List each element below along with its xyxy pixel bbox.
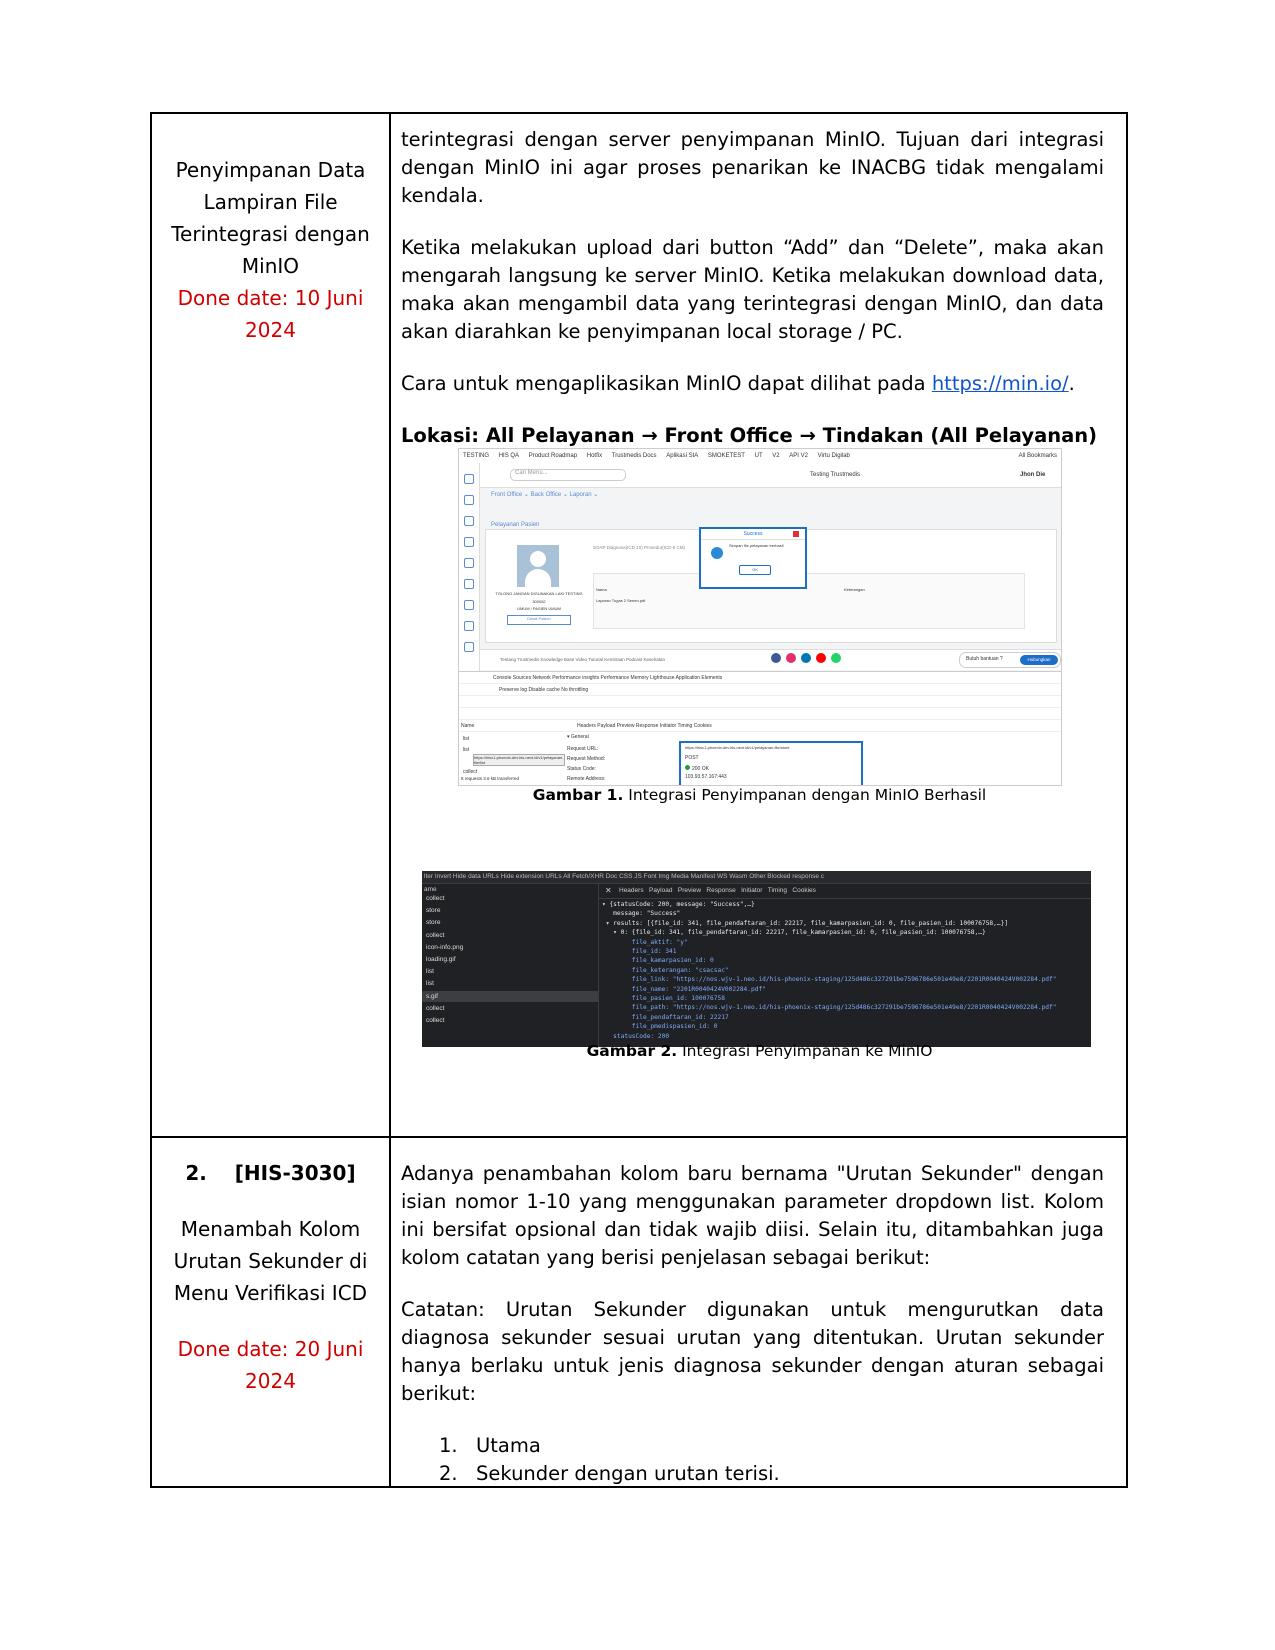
request-item: collect [463, 769, 478, 775]
menu-icon [464, 642, 474, 652]
figure-2-label: Gambar 2. [586, 1042, 678, 1060]
remote-address: 103.93.57.167:443 [685, 774, 727, 780]
request-file-item: collect [426, 895, 445, 902]
request-file-item: collect [426, 1017, 445, 1024]
row1-description [401, 126, 1104, 474]
bookmark-item: Hotfix [586, 453, 603, 459]
row2-done-date: Done date: 20 Juni [177, 1337, 364, 1361]
row2-paragraph-1: Adanya penambahan kolom baru bernama "Urutan Sekunder" dengan isian nomor 1-10 yang menggunakan parameter dropdown list. Kolom ini bersifat opsional dan tidak wajib diisi. Selain itu, ditambahkan juga kolom catatan yang berisi penjelasan sebagai berikut: [401, 1162, 1104, 1269]
row1-done-year: 2024 [245, 318, 296, 342]
dialog-title-text: Success [743, 531, 763, 537]
menu-icon [464, 537, 474, 547]
row1-done-date: Done date: 10 Juni [177, 286, 364, 310]
filter-options: Preserve log Disable cache No throttling [499, 687, 589, 693]
record-tabs: SOAP Diagnosa(ICD 10) Prosedur(ICD 9 CM) [593, 545, 685, 550]
figure-1-caption [391, 786, 1128, 804]
devtools-tabs: Console Sources Network Performance insights Performance Memory Lighthouse Application Elements [493, 675, 723, 681]
bookmarks-bar [459, 449, 1061, 464]
general-section: ▾ General [567, 734, 589, 740]
list-item [439, 1460, 1104, 1488]
help-button [1020, 655, 1058, 665]
json-line: file_id: 341 [602, 948, 677, 955]
user-name: Jhon Die [1020, 472, 1046, 478]
figure-1-text: Integrasi Penyimpanan dengan MinIO Berhasil [623, 786, 987, 804]
preview-tab-labels: Headers Payload Preview Response Initiator Timing Cookies [619, 887, 816, 894]
json-preview [602, 901, 1091, 1047]
json-line: file_aktif: "y" [602, 938, 688, 946]
requests-count: 8 requests 3.6 kB transferred [461, 776, 520, 781]
row1-title-line: Lampiran File [203, 190, 338, 214]
preview-tabs [599, 884, 1091, 899]
bookmark-item: V2 [772, 453, 780, 459]
row1-title-line: Penyimpanan Data [175, 158, 366, 182]
facebook-icon [771, 653, 781, 663]
json-line: file_pmedispasien_id: 0 [602, 1023, 718, 1031]
help-button-label: Hubungkan [1027, 657, 1051, 662]
request-file-item: loading.gif [426, 956, 456, 963]
json-line: file_kamarpasien_id: 0 [602, 957, 714, 965]
ticket-id [152, 1157, 389, 1189]
json-line: ▾ {statusCode: 200, message: "Success",…} [602, 901, 755, 908]
status-dot-icon [685, 765, 690, 770]
row2-done-year: 2024 [245, 1369, 296, 1393]
request-item: list [463, 747, 470, 753]
json-line: statusCode: 200 [602, 1032, 670, 1040]
json-line: ▾ results: [{file_id: 341, file_pendaftaran_id: 22217, file_kamarpasien_id: 0, file_pasien_id: 100076758,…}] [602, 919, 1009, 927]
keterangan-header: Keterangan [844, 587, 865, 592]
row1-paragraph-1: terintegrasi dengan server penyimpanan MinIO. Tujuan dari integrasi dengan MinIO ini agar proses penarikan ke INACBG tidak mengalami kendala. [401, 128, 1104, 207]
devtools-blocked-row [459, 708, 1061, 720]
minio-link[interactable]: https://min.io/ [931, 372, 1069, 395]
figure-2-caption [391, 1042, 1128, 1060]
footer-links: Tentang Trustmedis Knowledge Base Video Tutorial Kemitraan Podcast Kesehatan [500, 657, 666, 662]
row2-title-line: Menu Verifikasi ICD [173, 1281, 368, 1305]
list-number: 1. [439, 1434, 458, 1457]
request-file-item: icon-info.png [426, 943, 464, 951]
instagram-icon [786, 653, 796, 663]
app-sidebar [459, 463, 480, 671]
detail-tabs: Headers Payload Preview Response Initiator Timing Cookies [577, 723, 712, 729]
selected-row [422, 991, 598, 1002]
json-line: message: "Success" [602, 910, 681, 918]
row2-title-line: Menambah Kolom [180, 1217, 361, 1241]
close-icon: ✕ [605, 886, 612, 895]
app-menu: Front Office ⌄ Back Office ⌄ Laporan ⌄ [491, 492, 599, 498]
avatar [517, 545, 559, 587]
status-code-label: Status Code: [567, 766, 596, 772]
row2-description [401, 1160, 1104, 1488]
menu-icon [464, 621, 474, 631]
request-file-item: list [426, 980, 434, 988]
dialog-ok-button: OK [739, 565, 771, 575]
app-header [480, 463, 1061, 488]
panel-title: Pelayanan Pasien [491, 522, 540, 528]
app-title: Testing Trustmedis [810, 472, 861, 478]
success-dialog [699, 527, 807, 589]
figure-1-label: Gambar 1. [532, 786, 624, 804]
row-divider [152, 1136, 1126, 1138]
table-header: Nama [596, 587, 607, 592]
search-input: Cari Menu... [510, 469, 626, 481]
row1-p3-prefix: Cara untuk mengaplikasikan MinIO dapat dilihat pada [401, 372, 932, 395]
file-table [593, 573, 1025, 629]
request-method: POST [685, 755, 699, 761]
close-icon [793, 531, 799, 537]
menu-icon [464, 516, 474, 526]
whatsapp-icon [831, 653, 841, 663]
table-row: Laporan Tugas 2 Senen.pdf [596, 598, 646, 603]
json-line: file_link: "https://nos.wjv-1.neo.id/his-phoenix-staging/125d486c327291be7596786e501e49e8/2201R0040424V002284.pdf" [602, 976, 1057, 984]
bookmark-item: UT [754, 453, 763, 459]
help-widget [959, 652, 1061, 668]
json-line: file_keterangan: "csacsac" [602, 966, 729, 974]
row1-title-line: MinIO [241, 254, 300, 278]
row2-title [152, 1157, 389, 1397]
row2-code: [HIS-3030] [234, 1161, 356, 1185]
request-file-item: store [426, 919, 441, 927]
request-url-label: Request URL: [567, 746, 599, 752]
bookmark-item: Trustmedis Docs [611, 453, 657, 459]
bookmark-item: Aplikasi SIA [666, 453, 699, 459]
request-detail-highlight [679, 741, 863, 786]
row1-p3-suffix: . [1068, 372, 1075, 395]
bookmark-item: Virtu Digilab [817, 453, 850, 459]
figure-2-text: Integrasi Penyimpanan ke MinIO [677, 1042, 933, 1060]
filter-toolbar-text: lter Invert Hide data URLs Hide extension URLs All Fetch/XHR Doc CSS JS Font Img Media Manifest WS Wasm Other Blocked response c [424, 873, 825, 880]
bookmark-item: TESTING [463, 453, 490, 459]
detail-pasien-button: Detail Pasien [507, 615, 571, 625]
patient-name: TOLONG JANGAN DIGUNAKAN LAKI TESTING [495, 591, 583, 596]
bookmark-item: SMOKETEST [707, 453, 745, 459]
linkedin-icon [801, 653, 811, 663]
request-item: list [463, 736, 470, 742]
row1-title-line: Terintegrasi dengan [171, 222, 370, 246]
row2-number: 2. [185, 1161, 207, 1185]
location-path: Lokasi: All Pelayanan → Front Office → Tindakan (All Pelayanan) [401, 424, 1098, 447]
menu-icon [464, 600, 474, 610]
menu-icon [464, 579, 474, 589]
name-header: ame [424, 886, 437, 893]
list-item [439, 1432, 1104, 1460]
bookmark-item: All Bookmarks [1018, 453, 1057, 459]
row2-title-line: Urutan Sekunder di [173, 1249, 368, 1273]
row1-title [152, 154, 389, 346]
row2-paragraph-2: Catatan: Urutan Sekunder digunakan untuk mengurutkan data diagnosa sekunder sesuai urutan yang ditentukan. Urutan sekunder hanya berlaku untuk jenis diagnosa sekunder dengan aturan sebagai berikut: [401, 1298, 1104, 1405]
devtools-header-row [459, 720, 1061, 732]
devtools-filter-toolbar [422, 871, 1091, 884]
list-number: 2. [439, 1462, 458, 1485]
remote-address-label: Remote Address: [567, 776, 606, 782]
json-line: file_pendaftaran_id: 22217 [602, 1013, 729, 1021]
row1-paragraph-3 [401, 370, 1104, 398]
devtools-type-row [459, 696, 1061, 708]
devtools-filter-row [459, 684, 1061, 696]
json-line: file_pasien_id: 100076758 [602, 995, 725, 1002]
request-file-item: store [426, 907, 441, 915]
json-line: file_path: "https://nos.wjv-1.neo.id/his-phoenix-staging/125d486c327291be7596786e501e49e8/2201R0040424V002284.pdf" [602, 1004, 1057, 1012]
request-file-item: collect [426, 1004, 445, 1012]
patient-type: UMUM / PASIEN UMUM [517, 606, 561, 611]
menu-icon [464, 558, 474, 568]
devtools-tabs-row [459, 672, 1061, 684]
rules-list [401, 1432, 1104, 1488]
status-code [685, 765, 709, 772]
menu-icon [464, 495, 474, 505]
list-text: Utama [476, 1434, 541, 1457]
bookmark-item: HIS QA [498, 453, 520, 459]
json-line: ▾ 0: {file_id: 341, file_pendaftaran_id: 22217, file_kamarpasien_id: 0, file_pasien_id: 100076758,…} [602, 929, 986, 937]
patient-id: 300052 [532, 599, 546, 604]
json-line: file_name: "2201R0040424V002284.pdf" [602, 985, 766, 993]
request-file-item: collect [426, 931, 445, 939]
figure-1-screenshot [458, 448, 1062, 786]
request-file-item: s.gif [426, 992, 438, 1000]
request-list [422, 884, 599, 1047]
bookmark-item: Product Roadmap [528, 453, 578, 459]
status-code-text: 200 OK [692, 766, 709, 772]
feature-table [150, 112, 1128, 1488]
list-text: Sekunder dengan urutan terisi. [476, 1462, 780, 1485]
row1-paragraph-2: Ketika melakukan upload dari button “Add” dan “Delete”, maka akan mengarah langsung ke server MinIO. Ketika melakukan download data, maka akan mengambil data yang terintegrasi dengan MinIO, dan data akan diarahkan ke penyimpanan local storage / PC. [401, 236, 1104, 343]
bookmark-item: API V2 [789, 453, 808, 459]
menu-icon [464, 474, 474, 484]
request-file-item: list [426, 968, 434, 976]
help-text: Butuh bantuan ? [966, 656, 1003, 662]
youtube-icon [816, 653, 826, 663]
figure-2-screenshot [422, 871, 1091, 1047]
info-icon [711, 547, 723, 559]
url-tooltip: https://hisv1-phoenix.dev.his-next.id/v1/pelayanan-file/list [474, 755, 564, 765]
dialog-message: Simpan file pelayanan berhasil [729, 543, 784, 548]
dialog-title [701, 529, 805, 540]
name-column: Name [461, 723, 475, 729]
request-method-label: Request Method: [567, 756, 606, 762]
request-url: https://hisv1-phoenix.dev.his-next.id/v1/pelayanan-file/store [685, 745, 790, 750]
